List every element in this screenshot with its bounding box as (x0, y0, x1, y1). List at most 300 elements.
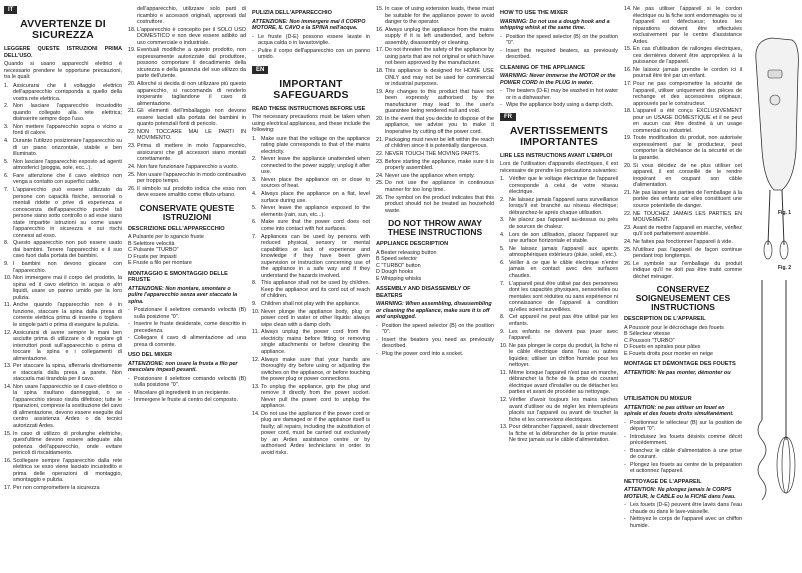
item-number: 8. (500, 314, 505, 321)
list-item (128, 390, 246, 397)
item-number: 18. (376, 68, 384, 75)
item-text: In the event that you decide to dispose of the appliance, we advise you to make it inoperative by cutting off the power cord. (385, 115, 494, 135)
item-number: 26. (376, 194, 384, 201)
item-text: Les fouets (D-E) peuvent être lavés dans l'eau chaude ou dans le lave-vaisselle. (630, 502, 742, 515)
fr-desc-title: DESCRIPTION DE L'APPAREIL (624, 316, 706, 323)
item-text: Always place the appliance on a flat, level surface during use. (261, 191, 370, 204)
list-item (128, 6, 246, 26)
dash-bullet: - (128, 335, 130, 342)
item-text: Non mettere l'apparecchio sopra o vicino a fonti di calore. (13, 123, 122, 137)
item-text: Insert the beaters you need as previously described. (382, 336, 494, 350)
list-item (500, 217, 618, 230)
item-number: 14. (4, 383, 12, 390)
list-item: A Poussoir pour le décrochage des fouets (624, 324, 724, 331)
item-number: 8. (252, 280, 257, 287)
item-number: 23. (624, 224, 632, 231)
list-item (376, 6, 494, 26)
list-item (624, 462, 742, 475)
list-item (624, 420, 742, 433)
list-item (624, 239, 742, 246)
item-number: 20. (376, 115, 384, 122)
item-text: Never plunge the appliance body, plug or power cord in water or other liquids: always wipe clean with a damp cloth. (261, 308, 370, 328)
list-item (128, 47, 246, 80)
item-number: 10. (4, 275, 12, 282)
item-text: Always unplug the power cord from the electricity mains before fitting or removing single attachments or before cleaning the appliance. (261, 329, 370, 355)
item-number: 5. (4, 158, 9, 165)
it-mount-title: MONTAGGIO E SMONTAGGIO DELLE FRUSTE (128, 270, 228, 284)
item-text: NE TOUCHEZ JAMAIS LES PARTIES EN MOUVEMENT. (633, 210, 742, 223)
item-text: L'appareil a été conçu EXCLUSIVEMENT pour un USAGE DOMESTIQUE et il ne peut en aucun cas être destiné à un usage commercial ou industriel. (633, 108, 742, 134)
it-items-list-cont (128, 6, 246, 199)
item-text: Assicurarsi di avere sempre le mani ben asciutte prima di utilizzare o di regolare gli interruttori posti sull'apparecchio o prima di toccare la spina e i collegamenti di alimentazione. (13, 329, 122, 362)
fig2-label: Fig. 2 (778, 265, 792, 271)
column-fr-use-clean (624, 392, 742, 573)
item-number: 1. (252, 135, 257, 142)
item-number: 20. (624, 162, 632, 169)
list-item (376, 89, 494, 115)
item-text: Per staccare la spina, afferrarla direttamente e staccarla dalla presa a parete. Non staccarla mai tirandola per il cavo. (13, 363, 122, 383)
item-text: Collegare il cavo di alimentazione ad una presa di corrente. (134, 335, 246, 348)
item-number: 14. (252, 410, 260, 417)
list-item (624, 502, 742, 515)
item-text: In caso di utilizzo di prolunghe elettriche, quest'ultime devono essere adeguate alla potenza dell'apparecchio, onde evitare pericoli di riscaldamento. (13, 430, 122, 457)
fr-desc-list (624, 325, 742, 358)
list-item: E Whipping whisks (376, 275, 422, 282)
item-number: 22. (128, 128, 136, 135)
list-item (500, 102, 618, 109)
list-item (4, 83, 122, 103)
en-intro-lead: READ THESE INSTRUCTIONS BEFORE USE (252, 105, 366, 112)
item-number: 7. (252, 233, 257, 240)
list-item (4, 138, 122, 158)
item-text: Before starting the appliance, make sure it is properly assembled. (385, 158, 494, 171)
item-text: Never leave the appliance exposed to the elements (rain, sun, etc...). (261, 205, 370, 218)
list-item (128, 129, 246, 142)
list-item (252, 48, 370, 61)
item-number: 8. (4, 240, 9, 247)
list-item (252, 411, 370, 457)
list-item (376, 27, 494, 47)
list-item (624, 135, 742, 161)
dash-bullet: - (624, 516, 626, 522)
item-number: 5. (252, 205, 257, 212)
item-number: 9. (4, 261, 9, 267)
item-text: Make sure that the power cord does not come into contact with hot surfaces. (261, 219, 370, 232)
item-text: Plongez les fouets au centre de la préparation et actionnez l'appareil. (630, 461, 742, 474)
fr-intro: Lors de l'utilisation d'appareils électriques, il est nécessaire de prendre les précautions suivantes: (500, 161, 618, 174)
fr-items-b (624, 6, 742, 280)
list-item (500, 48, 618, 61)
list-item (128, 321, 246, 334)
item-number: 5. (500, 245, 505, 252)
item-number: 16. (4, 457, 12, 464)
list-item (4, 458, 122, 484)
list-item (252, 34, 370, 47)
column-it-1 (4, 6, 122, 573)
column-it-2 (128, 6, 246, 573)
lang-badge-fr: FR (500, 113, 516, 121)
list-item (500, 343, 618, 369)
item-text: Always make sure that your hands are thoroughly dry before using or adjusting the switches on the appliance, or before touching the power plug or power connections. (261, 356, 370, 383)
list-item: B Speed selector (376, 256, 418, 263)
list-item (128, 27, 246, 47)
list-item (624, 434, 742, 447)
item-text: NEVER TOUCH THE MOVING PARTS. (385, 150, 481, 157)
item-text: dell'apparecchio, utilizzare solo parti di ricambio e accessori originali, approvati dal costruttore. (137, 6, 246, 25)
en-items-b (376, 6, 494, 214)
list-item (252, 219, 370, 232)
list-item (128, 143, 246, 163)
item-text: Si vous décidez de ne plus utiliser cet appareil, il est conseillé de le rendre inopérant en coupant son câble d'alimentation. (633, 162, 742, 189)
list-item (500, 197, 618, 217)
it-use-warning: ATTENZIONE: non usare la frusta a filo per mescolare impasti pesanti. (128, 360, 238, 374)
item-number: 11. (4, 302, 12, 309)
item-text: N'utilisez pas l'appareil de façon continue pendant trop longtemps. (633, 246, 742, 260)
list-item (252, 234, 370, 280)
item-text: Il simbolo sul prodotto indica che esso non deve essere smaltito come rifiuto urbano. (137, 185, 246, 199)
item-number: 18. (624, 108, 632, 115)
column-en-fr (500, 6, 618, 573)
en-mount-warning: WARNING: When assembling, disassembling or cleaning the appliance, make sure it is off and unplugged. (376, 301, 492, 321)
item-number: 3. (4, 123, 9, 130)
dash-bullet: - (128, 389, 130, 396)
dash-bullet: - (128, 321, 130, 328)
item-text: The beaters (D-E) may be washed in hot water or in a dishwasher. (506, 88, 618, 101)
item-text: Never place the appliance on or close to sources of heat. (261, 176, 370, 190)
list-item: C Poussoir "TURBO" (624, 337, 675, 344)
fr-use-title: UTILISATION DU MIXEUR (624, 396, 692, 402)
it-desc-list (128, 234, 246, 267)
item-number: 25. (376, 180, 384, 187)
list-item (500, 314, 618, 327)
dash-bullet: - (128, 397, 130, 404)
item-text: Pulire il corpo dell'apparecchio con un panno umido. (258, 47, 370, 60)
list-item (500, 397, 618, 423)
dash-bullet: - (624, 447, 626, 454)
item-number: 3. (500, 217, 505, 224)
dash-bullet: - (624, 461, 626, 468)
item-number: 11. (252, 329, 260, 336)
list-item: B Sélecteur vitesse (624, 331, 671, 338)
list-item (376, 68, 494, 88)
list-item (4, 302, 122, 328)
item-text: Do not threaten the safety of the appliance by using parts that are not original or which have not been approved by the manufacturer. (385, 47, 494, 67)
item-text: Pour ne pas compromettre la sécurité de l'appareil, utiliser uniquement des pièces de rechange et des accessoires originaux, approuvés par le constructeur. (633, 81, 742, 107)
item-text: To unplug the appliance, grip the plug and remove it directly from the power socket. Never pull the power cord to unplug the appliance. (261, 383, 370, 410)
list-item: E Fruste a filo per montare (128, 260, 192, 267)
item-text: Prima di mettere in moto l'apparecchio, assicurarsi che gli accessori siano montati correttamente. (137, 143, 246, 163)
en-keep-title: DO NOT THROW AWAY THESE INSTRUCTIONS (387, 218, 483, 238)
item-number: 15. (4, 430, 12, 437)
list-item (252, 357, 370, 383)
list-item (4, 363, 122, 383)
column-en-2 (376, 6, 494, 573)
fr-keep-title: CONSERVEZ SOIGNEUSEMENT CES INSTRUCTIONS (635, 284, 731, 313)
item-text: Lors de son utilisation, placez l'appareil sur une surface horizontale et stable. (509, 231, 618, 245)
list-item (252, 384, 370, 410)
item-number: 25. (624, 246, 632, 253)
list-item (376, 173, 494, 180)
list-item (624, 448, 742, 461)
item-number: 20. (128, 81, 136, 88)
dash-bullet: - (500, 33, 502, 40)
list-item (4, 187, 122, 239)
item-number: 17. (376, 47, 384, 54)
list-item (4, 240, 122, 260)
fr-clean-warning: ATTENTION: Ne plongez jamais le CORPS MOTEUR, le CABLE ou la FICHE dans l'eau. (624, 487, 736, 500)
item-number: 19. (624, 135, 632, 142)
list-item: C Pulsante "TURBO" (128, 247, 179, 254)
item-text: Posizionare il selettore comando velocità (B) sulla posizione "0". (134, 307, 246, 320)
item-number: 14. (624, 6, 632, 12)
item-number: 23. (128, 143, 136, 150)
item-text: Immergere le fruste al centro del composto. (134, 397, 238, 404)
list-item (128, 335, 246, 348)
list-item (252, 191, 370, 204)
item-text: Vérifier que le voltage électrique de l'appareil corresponde à celui de votre réseau électrique. (509, 176, 618, 195)
item-text: Children shall not play with the appliance. (261, 301, 361, 307)
list-item: A Pulsante per lo sgancio fruste (128, 234, 204, 241)
item-number: 1. (4, 82, 9, 89)
item-number: 16. (376, 26, 384, 33)
list-item (4, 485, 122, 492)
it-use-title: USO DEL MIXER (128, 352, 173, 359)
en-use-title: HOW TO USE THE MIXER (500, 10, 568, 16)
list-item: D Fruste per impasti (128, 253, 177, 260)
fig1-label: Fig. 1 (778, 210, 792, 216)
en-clean-list (500, 88, 618, 109)
item-number: 15. (376, 6, 384, 12)
item-text: Veiller à ce que le câble électrique n'entre jamais en contact avec des surfaces chaudes. (509, 259, 618, 279)
item-number: 7. (500, 280, 505, 287)
item-number (128, 6, 137, 26)
item-text: Position the speed selector (B) on the position "0". (382, 322, 494, 336)
item-number: 25. (128, 171, 136, 178)
item-text: Packaging must never be left within the reach of children since it is potentially dangerous. (385, 136, 494, 150)
item-number: 24. (376, 172, 384, 179)
item-text: Non usare l'apparecchio se il cavo elettrico o la spina risultano danneggiati, o se l'apparecchio stesso risulta difettoso; tutte le riparazioni, comprese la sostituzione del cavo di alimentazione, devono essere eseguite dal centro assistenza Ardes o da tecnici autorizzati Ardes. (13, 383, 122, 429)
list-item (500, 246, 618, 259)
it-desc-title: DESCRIZIONE DELL'APPARECCHIO (128, 225, 225, 232)
list-item (128, 376, 246, 389)
lang-badge-it: IT (4, 6, 17, 14)
item-text: Per non compromettere la sicurezza (13, 485, 100, 491)
list-item (252, 136, 370, 156)
item-number: 23. (376, 158, 384, 165)
item-text: Les enfants ne doivent pas jouer avec l'appareil. (509, 328, 618, 341)
dash-bullet: - (624, 419, 626, 426)
item-text: Ne laissez jamais prendre le cordon ici il pourrait être tiré par un enfant. (633, 66, 742, 80)
figures-area (748, 0, 802, 573)
it-intro: Quando si usano apparecchi elettrici è necessario prendere le opportune precauzioni, tra le quali: (4, 61, 122, 80)
list-item (376, 323, 494, 336)
item-text: Même lorsque l'appareil n'est pas en marche, débrancher la fiche de la prise de courant électrique avant d'installer ou de détacher les parties et avant de procéder au nettoyage. (509, 369, 618, 396)
item-number: 17. (4, 485, 12, 491)
item-number: 26. (624, 260, 632, 267)
item-number: 22. (624, 210, 632, 217)
item-text: Cet appareil ne peut pas être utilisé par les enfants. (509, 314, 618, 327)
list-item (500, 281, 618, 314)
list-item (4, 330, 122, 363)
list-item (252, 301, 370, 308)
list-item (500, 329, 618, 342)
list-item (376, 351, 494, 358)
item-text: Ne laissez jamais l'appareil sans surveillance lorsqu'il est branché au réseau électrique; débranchez-le après chaque utilisation. (509, 196, 618, 216)
item-text: Allorché si decida di non utilizzare più questo apparecchio, si raccomanda di renderlo inoperante tagliandone il cavo di alimentazione. (137, 81, 246, 107)
it-mount-warning: ATTENZIONE: Non montare, smontare o pulire l'apparecchio senza aver staccato la spina. (128, 285, 238, 305)
item-text: Introduisez les fouets désirés comme décrit précédemment. (630, 433, 742, 446)
list-item (624, 261, 742, 281)
en-items-a (252, 136, 370, 457)
item-number: 21. (624, 189, 632, 196)
list-item (128, 108, 246, 128)
item-number: 3. (252, 176, 257, 183)
item-text: Anche quando l'apparecchio non è in funzione, staccare la spina dalla presa di corrente elettrica prima di inserire o togliere le singole parti o prima di eseguire la pulizia. (13, 302, 122, 328)
item-number: 9. (500, 328, 505, 335)
list-item (376, 137, 494, 150)
item-text: Vérifier d'avoir toujours les mains sèches avant d'utiliser ou de régler les interrupteurs placés sur l'appareil ou avant de toucher la fiche et les connexions électriques. (509, 397, 618, 423)
list-item (376, 159, 494, 172)
item-text: Branchez le câble d'alimentation à une prise de courant. (630, 447, 742, 460)
dash-bullet: - (252, 47, 254, 54)
item-text: The symbol on the product indicates that this product should not be treated as household waste. (385, 194, 494, 214)
item-text: Position the speed selector (B) on the position "0". (506, 33, 618, 46)
dash-bullet: - (128, 375, 130, 382)
list-item: D Fouets en spirales pour pâtes (624, 344, 701, 351)
en-clean-warning: WARNING: Never immerse the MOTOR or the POWER CORD in the PLUG in water. (500, 73, 616, 86)
list-item (624, 211, 742, 224)
fr-mount-title: MONTAGE ET DÉMONTAGE DES FOUETS (624, 361, 736, 368)
item-number: 24. (128, 163, 136, 170)
list-item (624, 6, 742, 45)
item-number: 2. (252, 156, 257, 163)
item-text: Positionnez le sélecteur (B) sur la position de départ "0". (630, 419, 742, 432)
it-mount-list (128, 307, 246, 348)
item-number: 2. (500, 196, 505, 203)
item-text: In case of using extension leads, these must be suitable for the appliance power to avoid danger to the operator. (385, 6, 494, 25)
item-number: 12. (252, 356, 260, 363)
item-number: 19. (128, 47, 136, 54)
item-text: Fare attenzione che il cavo elettrico non venga a contatto con superfici calde. (13, 172, 122, 186)
list-item (4, 384, 122, 430)
list-item (624, 190, 742, 210)
item-number: 21. (128, 108, 136, 115)
item-text: Le fruste (D-E) possono essere lavate in acqua calda o in lavastoviglie. (258, 33, 370, 46)
item-number: 6. (4, 172, 9, 179)
dash-bullet: - (624, 502, 626, 508)
item-text: Durante l'utilizzo posizionare l'apparecchio su di un piano orizzontale, stabile e ben illuminato. (13, 138, 122, 158)
dash-bullet: - (500, 47, 502, 54)
list-item (252, 309, 370, 329)
item-number: 2. (4, 103, 9, 110)
list-item (252, 177, 370, 190)
en-clean-title: CLEANING OF THE APPLIANCE (500, 64, 585, 71)
fr-intro-lead: LIRE LES INSTRUCTIONS AVANT L'EMPLOI (500, 152, 612, 159)
list-item (376, 47, 494, 67)
fr-mount-warning: ATTENTION: Ne pas monter, démonter ou (624, 369, 731, 376)
item-number: 7. (4, 187, 9, 194)
item-text: This appliance shall not be used by children. Keep the appliance and its cord out of reach of children. (261, 280, 370, 300)
item-number: 22. (376, 150, 384, 157)
item-text: Le symbole sur l'emballage du produit indique qu'il ne doit pas être traité comme déchet ménager. (633, 260, 742, 280)
dash-bullet: - (128, 307, 130, 314)
item-text: Scollegare sempre l'apparecchio dalla rete elettrica se esso viene lasciato incustodito e prima delle operazioni di montaggio, smontaggio e pulizia. (13, 457, 122, 484)
list-item (624, 516, 742, 529)
list-item (624, 225, 742, 238)
item-text: En cas d'utilisation de rallonges électriques, ces dernières doivent être appropriées à la puissance de l'appareil. (633, 46, 742, 66)
list-item (624, 163, 742, 189)
item-number: 6. (252, 219, 257, 226)
item-text: Ne pas laisser les parties de l'emballage à la portée des enfants car elles constituent une source potentielle de danger. (633, 189, 742, 209)
item-text: Ne laissez jamais l'appareil aux agents atmosphériques extérieurs (pluie, soleil, etc.). (509, 245, 618, 259)
item-text: Gli elementi dell'imballaggio non devono essere lasciati alla portata dei bambini in quanto potenziali fonti di pericolo. (137, 108, 246, 128)
dash-bullet: - (252, 33, 254, 40)
it-items-list (4, 83, 122, 492)
item-text: Non lasciare l'apparecchio incustodito quando collegato alla rete elettrica; disinserire sempre dopo l'uso. (13, 103, 122, 123)
fig1-mixer-illustration (748, 30, 802, 270)
list-item (624, 46, 742, 66)
item-text: Make sure that the voltage on the appliance rating plate corresponds to that of the mains electricity. (261, 135, 370, 155)
dash-bullet: - (376, 322, 378, 329)
item-number: 10. (500, 342, 508, 349)
list-item (624, 67, 742, 80)
it-intro-lead: LEGGERE QUESTE ISTRUZIONI PRIMA DELL'USO. (4, 46, 122, 59)
item-text: Questo apparecchio non può essere usato dai bambini. Tenere l'apparecchio e il suo cavo fuori dalla portata dei bambini. (13, 240, 122, 260)
it-title: AVVERTENZE DI SICUREZZA (20, 18, 106, 41)
list-item (376, 180, 494, 193)
item-text: Non lasciare l'apparecchio esposto ad agenti atmosferici (pioggia, sole, ecc...). (13, 158, 122, 172)
item-text: Ne faites pas fonctionner l'appareil à vide. (633, 238, 733, 245)
item-text: Do not use the appliance if the power cord or plug are damaged or if the appliance itself is faulty; all repairs, including the substitution of power cord, must be carried out exclusively by an Ardes assistance centre or by authorised Ardes technicians in order to avoid risks. (261, 410, 370, 456)
item-text: Avant de mettre l'appareil en marche, vérifiez qu'il soit parfaitement assemblé. (633, 224, 742, 238)
item-text: Inserire le fruste desiderate, come descritto in precedenza. (134, 321, 246, 334)
item-text: Non immergere mai il corpo del prodotto, la spina ed il cavo elettrico in acqua o altri liquidi, usare un panno umido per la loro pulizia. (13, 275, 122, 301)
item-number: 26. (128, 185, 136, 192)
list-item: A Beater releasing button (376, 249, 437, 256)
item-number: 9. (252, 301, 257, 307)
en-use-list (500, 34, 618, 61)
item-text: L'appareil peut être utilisé par des personnes dont les capacités physiques, sensorielles ou mentales sont réduites ou sans expérience ni connaissance de l'appareil à condition qu'elles soient surveillées. (509, 280, 618, 313)
list-item: E Fouets droits pour monter en neige (624, 350, 713, 357)
item-text: Posizionare il selettore comando velocità (B) sulla posizione "0". (134, 375, 246, 389)
dash-bullet: - (376, 350, 378, 357)
fr-items-a (500, 176, 618, 444)
list-item (252, 329, 370, 355)
item-number: 6. (500, 259, 505, 266)
item-text: Do not use the appliance in continuous manner for too long time. (385, 180, 494, 193)
list-item (128, 307, 246, 320)
list-item (4, 124, 122, 137)
column-it-en (252, 6, 370, 573)
item-text: Non usare l'apparecchio in modo continuativo per troppo tempo. (137, 171, 246, 184)
item-text: Pour débrancher l'appareil, saisir directement la fiche et la débrancher de la prise murale. Ne tirez jamais sur le câble d'alimentation. (509, 424, 618, 444)
en-mount-title: ASSEMBLY AND DISASSEMBLY OF BEATERS (376, 286, 471, 299)
item-number: 13. (4, 363, 12, 370)
en-use-warning: WARNING: Do not use a dough hook and a whipping whisk at the same time. (500, 18, 610, 31)
list-item (500, 260, 618, 280)
item-number: 16. (624, 66, 632, 73)
list-item (500, 176, 618, 196)
item-number: 10. (252, 308, 260, 315)
fr-use-warning: ATTENTION: ne pas utiliser un fouet en spirale et des fouets droits simultanément. (624, 404, 734, 417)
list-item (128, 186, 246, 199)
item-number: 4. (4, 138, 9, 145)
list-item (500, 370, 618, 396)
fr-clean-title: NETTOYAGE DE L'APPAREIL (624, 478, 702, 485)
list-item (128, 172, 246, 185)
item-text: Eventuali modifiche a questo prodotto, non espressamente autorizzate dal produttore, possono comportare il decadimento della sicurezza e della garanzia del suo utilizzo da parte dell'utente. (137, 47, 246, 80)
lang-badge-en: EN (252, 66, 268, 74)
